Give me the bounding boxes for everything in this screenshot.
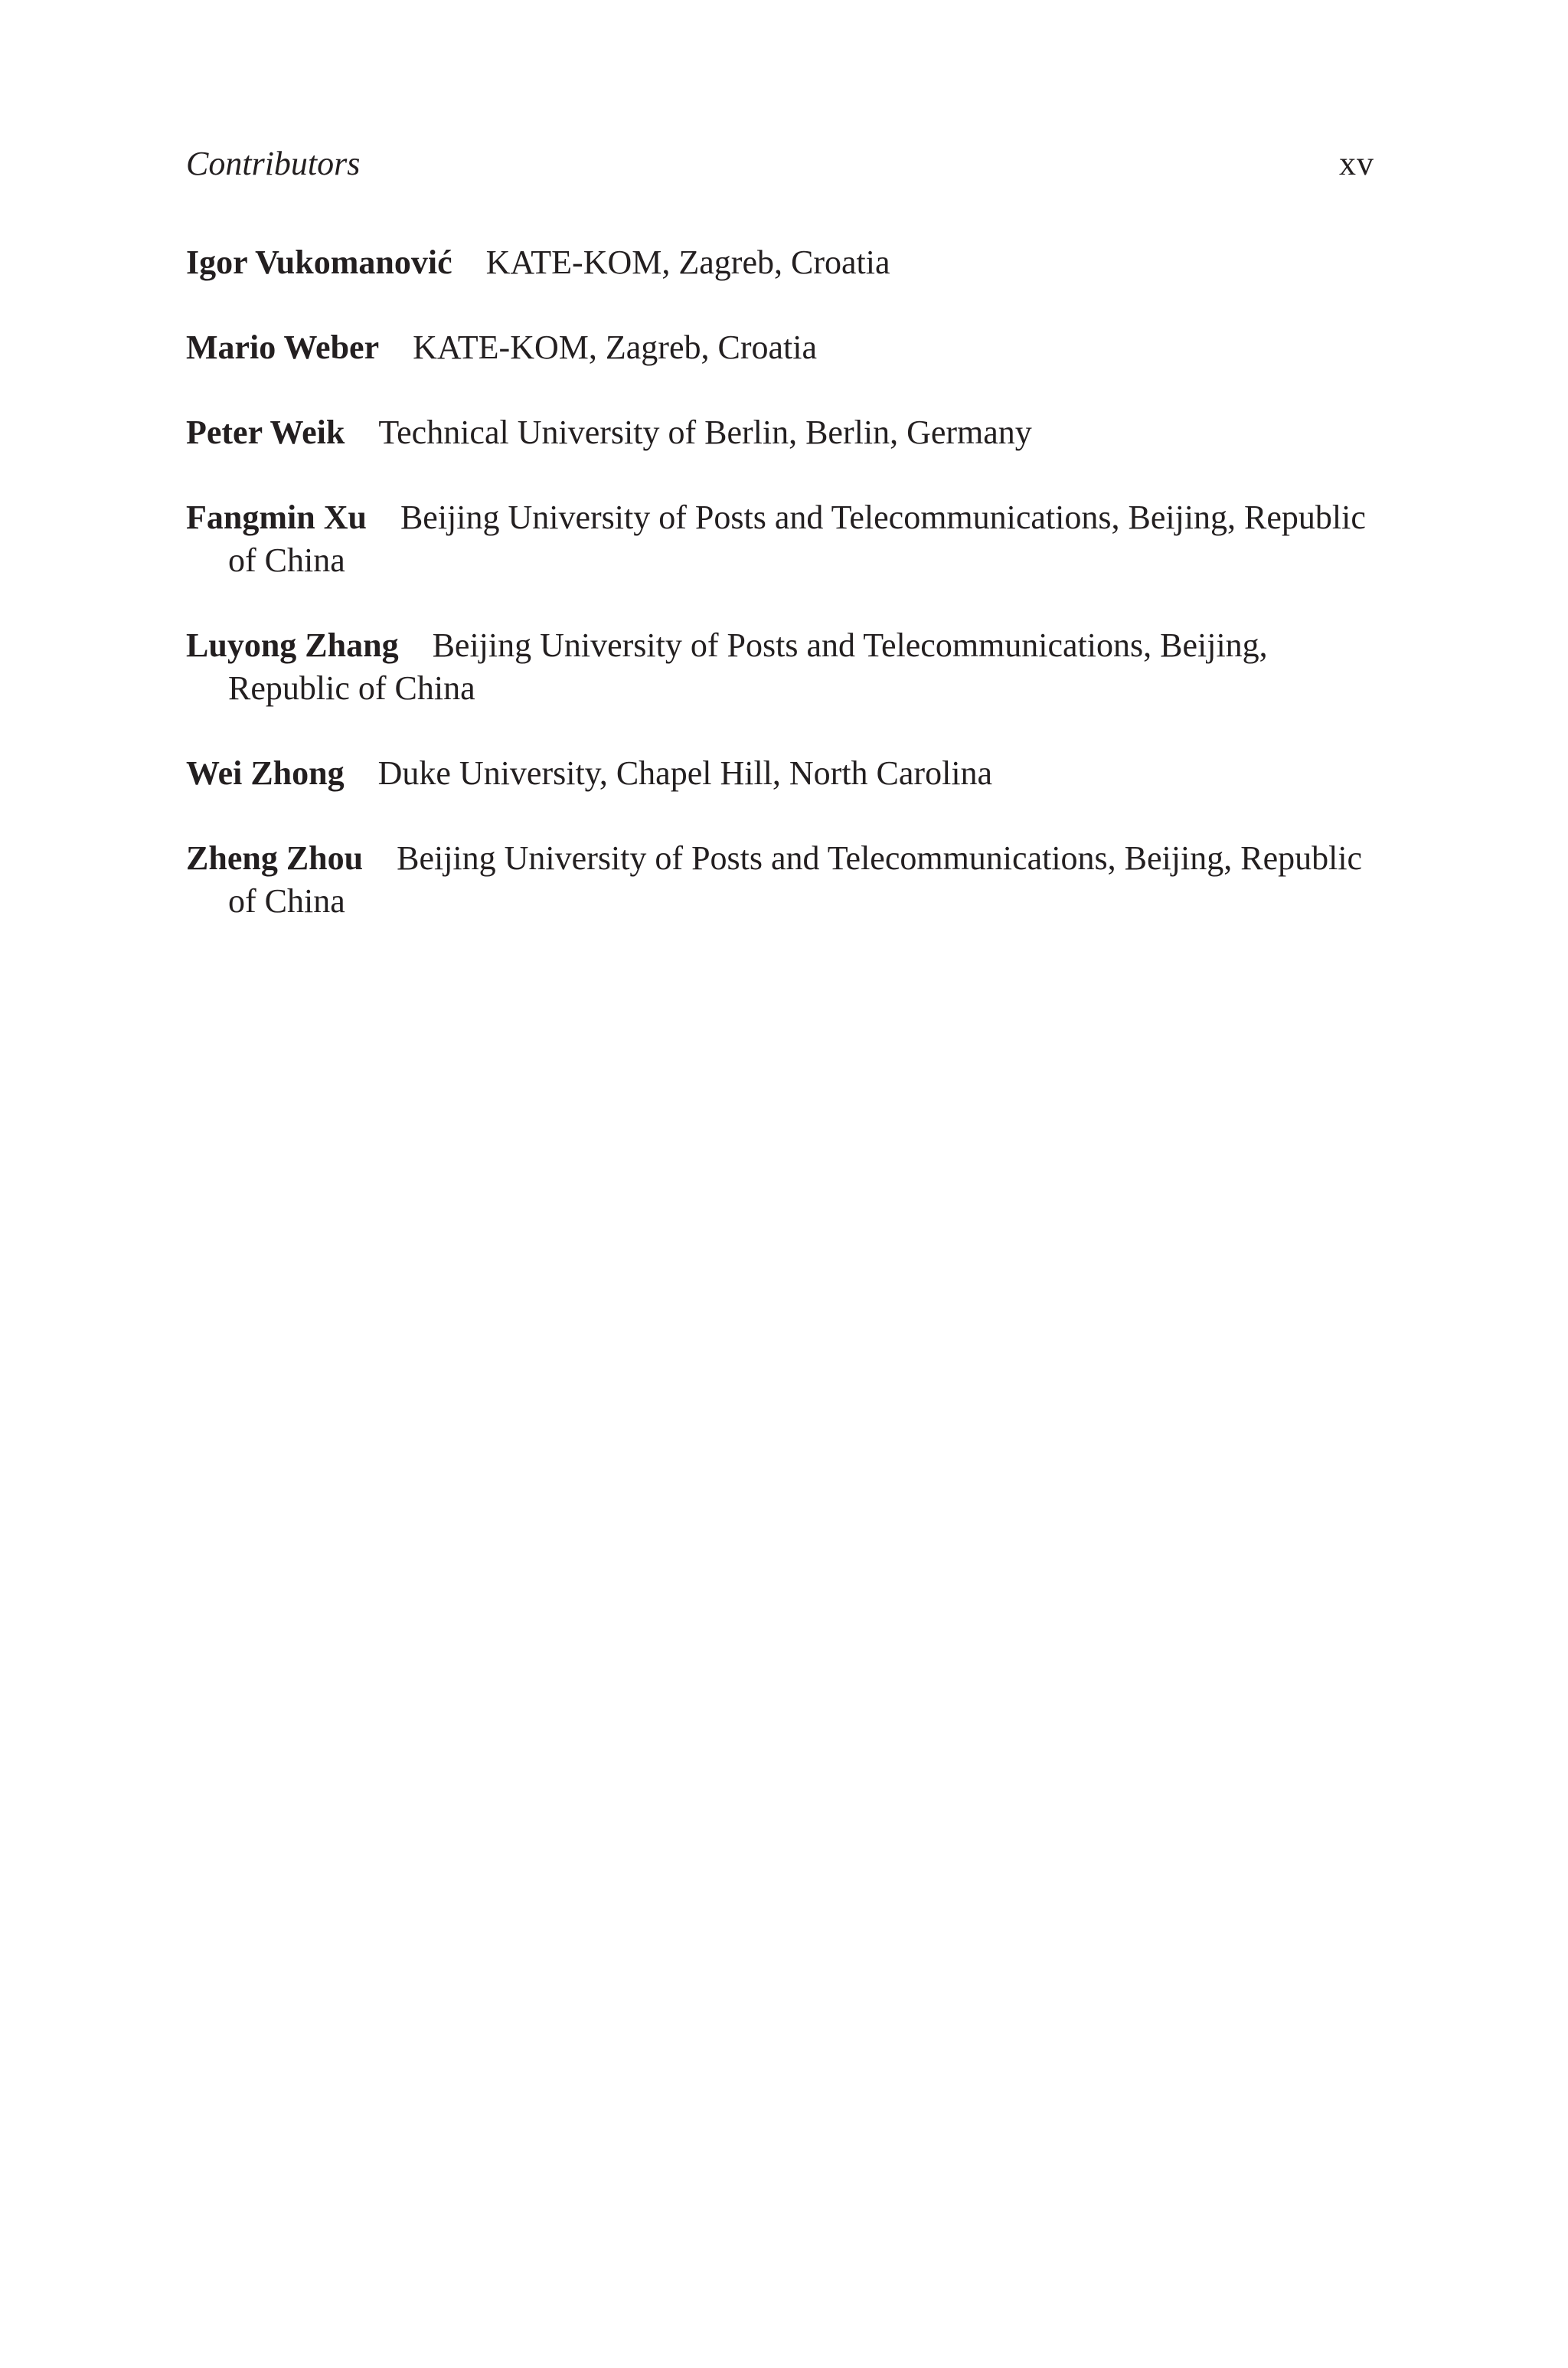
running-head (186, 142, 1374, 185)
contributor-affiliation: KATE-KOM, Zagreb, Croatia (413, 329, 817, 366)
contributor-name: Peter Weik (186, 414, 345, 451)
contributor-name: Fangmin Xu (186, 499, 367, 536)
contributor-entry (186, 752, 1374, 795)
contributor-entry (186, 411, 1374, 454)
contributor-affiliation: Beijing University of Posts and Telecommunications, Beijing, Republic of China (228, 839, 1363, 920)
contributor-name: Wei Zhong (186, 754, 345, 792)
book-page (186, 142, 1374, 965)
contributor-name: Zheng Zhou (186, 839, 364, 877)
contributor-affiliation: Duke University, Chapel Hill, North Carolina (377, 754, 993, 792)
contributor-affiliation: Beijing University of Posts and Telecommunications, Beijing, Republic of China (228, 499, 1366, 579)
contributor-entry (186, 241, 1374, 284)
contributor-name: Luyong Zhang (186, 626, 399, 664)
contributor-affiliation: Beijing University of Posts and Telecommunications, Beijing, Republic of China (228, 626, 1268, 707)
page-number: xv (1339, 145, 1374, 182)
contributor-name: Igor Vukomanović (186, 244, 452, 281)
contributor-entry (186, 326, 1374, 369)
contributor-name: Mario Weber (186, 329, 380, 366)
contributor-entry (186, 837, 1374, 923)
contributor-entry (186, 624, 1374, 710)
contributors-list (186, 241, 1374, 923)
running-head-title: Contributors (186, 145, 361, 182)
contributor-affiliation: Technical University of Berlin, Berlin, Germany (378, 414, 1032, 451)
contributor-affiliation: KATE-KOM, Zagreb, Croatia (485, 244, 890, 281)
contributor-entry (186, 496, 1374, 582)
